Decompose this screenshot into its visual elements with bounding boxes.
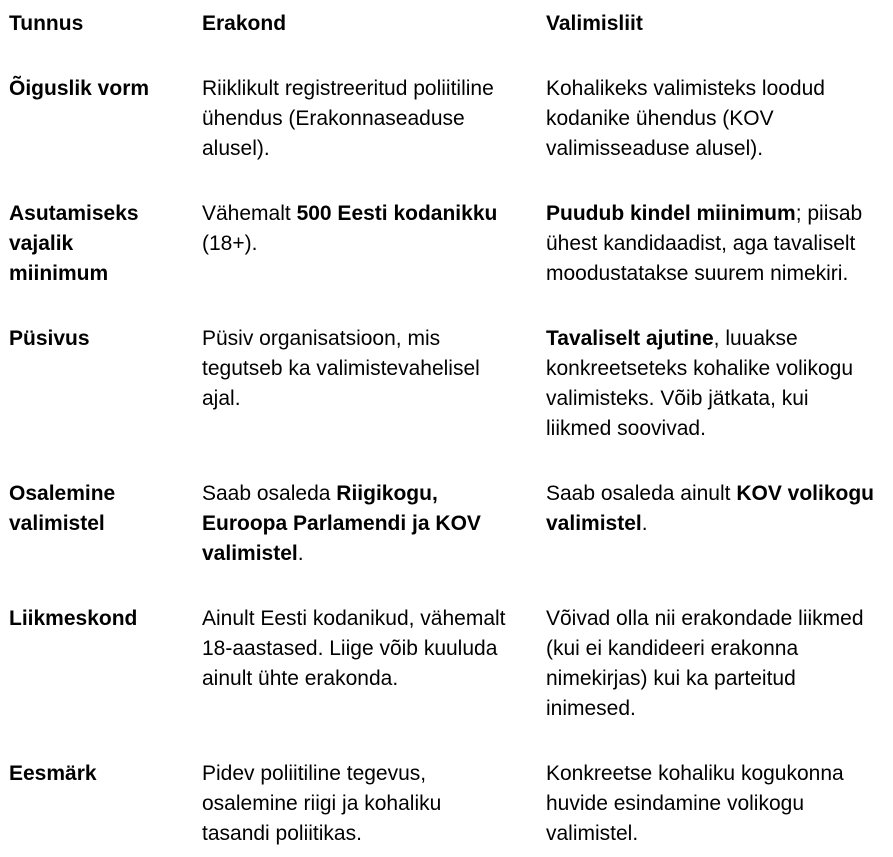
text-segment-bold: KOV volikogu valimistel [546,482,874,535]
valimisliit-cell [546,604,877,724]
row-label-cell: Püsivus [9,327,90,350]
text-segment: Püsiv organisatsioon, mis tegutseb ka valimistevahelisel ajal. [202,327,480,410]
text-segment-bold: 500 Eesti kodanikku [296,202,498,225]
text-segment: Riiklikult registreeritud poliitiline ühendus (Erakonnaseaduse alusel). [202,77,494,160]
table-row [9,759,893,849]
column-header-tunnus: Tunnus [9,12,84,35]
table-row [9,479,893,569]
text-segment: Pidev poliitiline tegevus, osalemine riigi ja kohaliku tasandi poliitikas. [202,762,442,845]
text-segment: ; piisab ühest kandidaadist, aga tavaliselt moodustatakse suurem nimekiri. [546,202,863,285]
row-label-cell: Eesmärk [9,762,97,785]
table-row [9,199,893,289]
valimisliit-cell [546,479,877,539]
valimisliit-cell [546,759,877,849]
erakond-cell [202,479,546,569]
erakond-cell [202,74,546,164]
table-row [9,324,893,444]
text-segment: Saab osaleda [202,482,337,505]
valimisliit-cell [546,199,877,289]
text-segment: . [297,542,304,565]
erakond-cell [202,324,546,414]
text-segment: Vähemalt [202,202,297,225]
erakond-cell [202,759,546,849]
text-segment: . [641,512,648,535]
table-row [9,74,893,164]
text-segment-bold: Riigikogu, Euroopa Parlamendi ja KOV valimistel [202,482,481,565]
text-segment: Ainult Eesti kodanikud, vähemalt 18-aastased. Liige võib kuuluda ainult ühte erakonda. [202,607,506,690]
text-segment-bold: Tavaliselt ajutine [546,327,714,350]
text-segment-bold: Puudub kindel miinimum [546,202,796,225]
table-header-row [9,9,893,39]
text-segment: Konkreetse kohaliku kogukonna huvide esindamine volikogu valimistel. [546,762,844,845]
text-segment: (18+). [202,232,258,255]
text-segment: Võivad olla nii erakondade liikmed (kui ei kandideeri erakonna nimekirjas) kui ka parteitud inimesed. [546,607,864,720]
valimisliit-cell [546,324,877,444]
text-segment: Saab osaleda ainult [546,482,737,505]
column-header-erakond: Erakond [202,12,287,35]
erakond-cell [202,199,546,259]
row-label-cell: Liikmeskond [9,607,138,630]
valimisliit-cell [546,74,877,164]
table-row [9,604,893,724]
row-label-cell: Asutamiseks vajalik miinimum [9,202,139,285]
text-segment: , luuakse konkreetseteks kohalike volikogu valimisteks. Võib jätkata, kui liikmed soovivad. [546,327,854,440]
row-label-cell: Õiguslik vorm [9,77,150,100]
text-segment: Kohalikeks valimisteks loodud kodanike ühendus (KOV valimisseaduse alusel). [546,77,825,160]
erakond-cell [202,604,546,694]
row-label-cell: Osalemine valimistel [9,482,116,535]
column-header-valimisliit: Valimisliit [546,12,643,35]
table-body [9,74,893,849]
